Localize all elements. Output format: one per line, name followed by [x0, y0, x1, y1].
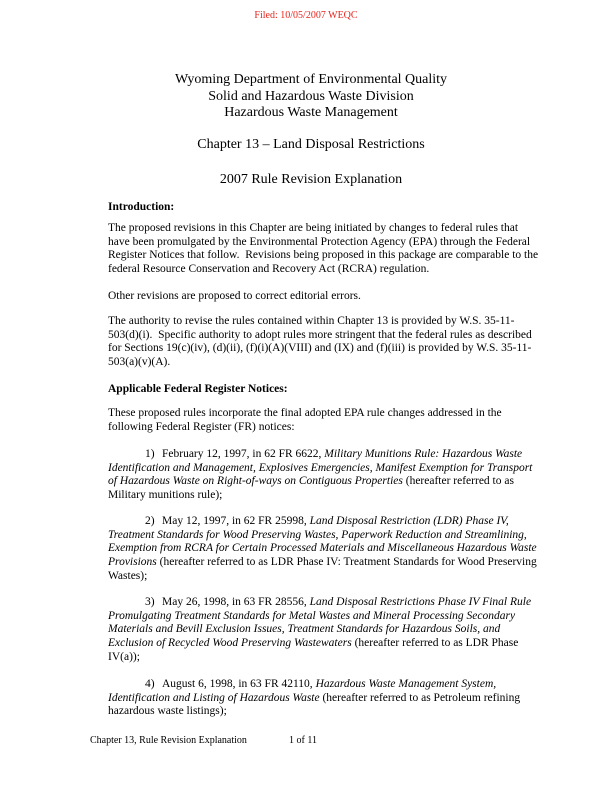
- notice-text: IV(a));: [108, 650, 140, 663]
- federal-register-notice-1: [108, 448, 532, 503]
- text-line: The proposed revisions in this Chapter are being initiated by changes to federal rules that: [108, 222, 519, 234]
- text-line: [108, 515, 537, 529]
- text-line: [108, 596, 531, 610]
- introduction-heading: Introduction:: [108, 201, 175, 213]
- notice-title-text: Identification and Management, Explosives Emergencies, Manifest Exemption for Transport: [108, 461, 533, 474]
- text-line: [108, 448, 532, 462]
- introduction-paragraph-editorial: [108, 290, 361, 304]
- text-line: [108, 570, 537, 584]
- notices-heading: Applicable Federal Register Notices:: [108, 383, 288, 395]
- text-line: [108, 529, 537, 543]
- division-name: Solid and Hazardous Waste Division: [208, 88, 414, 104]
- notice-title-text: Exemption from RCRA for Certain Processed Materials and Miscellaneous Hazardous Waste: [108, 542, 537, 555]
- text-line: [108, 705, 520, 719]
- text-line: [108, 610, 531, 624]
- chapter-title: Chapter 13 – Land Disposal Restrictions: [197, 137, 425, 152]
- notice-text: Military munitions rule);: [108, 489, 223, 502]
- text-line: These proposed rules incorporate the final adopted EPA rule changes addressed in the: [108, 407, 502, 419]
- notice-text: (hereafter referred to as LDR Phase IV: Treatment Standards for Wood Preserving: [156, 556, 537, 569]
- notice-title-text: Hazardous Waste Management System,: [315, 678, 497, 690]
- item-number: 3): [145, 596, 155, 608]
- footer-document-title: Chapter 13, Rule Revision Explanation: [90, 735, 247, 746]
- item-number: 1): [145, 448, 155, 460]
- introduction-paragraph-authority: [108, 315, 532, 370]
- text-line: Other revisions are proposed to correct editorial errors.: [108, 290, 361, 302]
- text-line: have been promulgated by the Environmental Protection Agency (EPA) through the Federal: [108, 235, 531, 248]
- text-line: [108, 637, 531, 651]
- notice-text: February 12, 1997, in 62 FR 6622,: [162, 448, 325, 460]
- notice-title-text: Military Munitions Rule: Hazardous Waste: [324, 448, 523, 460]
- notice-text: (hereafter referred to as Petroleum refining: [319, 691, 521, 704]
- text-line: following Federal Register (FR) notices:: [108, 420, 295, 433]
- notice-text: May 26, 1998, in 63 FR 28556,: [162, 596, 310, 608]
- federal-register-notice-4: [108, 678, 520, 719]
- notice-text: May 12, 1997, in 62 FR 25998,: [162, 515, 310, 527]
- item-number: 2): [145, 515, 155, 527]
- notices-intro-paragraph: [108, 407, 502, 434]
- text-line: Register Notices that follow. Revisions being proposed in this package are comparable to the: [108, 249, 539, 262]
- text-line: 503(d)(i). Specific authority to adopt rules more stringent that the federal rules as described: [108, 328, 532, 341]
- text-line: [108, 462, 532, 476]
- notice-title-text: Land Disposal Restrictions Phase IV Final Rule: [309, 596, 532, 608]
- title-block: [108, 72, 514, 122]
- federal-register-notice-3: [108, 596, 531, 665]
- notice-title-text: Land Disposal Restriction (LDR) Phase IV,: [309, 515, 509, 527]
- notice-title-text: of Hazardous Waste on Right-of-ways on Contiguous Properties: [108, 475, 403, 488]
- text-line: 503(a)(v)(A).: [108, 356, 171, 369]
- text-line: [108, 489, 532, 503]
- filed-stamp: Filed: 10/05/2007 WEQC: [254, 10, 358, 21]
- program-name: Hazardous Waste Management: [224, 105, 398, 120]
- notice-title-text: Materials and Bevill Exclusion Issues, Treatment Standards for Hazardous Soils, and: [108, 623, 501, 636]
- text-line: for Sections 19(c)(iv), (d)(ii), (f)(i)(A)(VIII) and (IX) and (f)(iii) is provided by W.S. 35-11-: [108, 342, 532, 355]
- agency-name: Wyoming Department of Environmental Quality: [174, 72, 448, 87]
- notice-title-text: Provisions: [108, 556, 157, 569]
- item-number: 4): [145, 678, 155, 690]
- federal-register-notice-2: [108, 515, 537, 584]
- text-line: [108, 678, 520, 692]
- notice-title-text: Exclusion of Recycled Wood Preserving Wastewaters: [108, 637, 352, 650]
- text-line: [108, 556, 537, 570]
- text-line: [108, 692, 520, 706]
- notice-text: (hereafter referred to as LDR Phase: [351, 637, 519, 650]
- text-line: [108, 475, 532, 489]
- notice-title-text: Treatment Standards for Wood Preserving Wastes, Paperwork Reduction and Streamlining,: [108, 528, 527, 541]
- notice-text: hazardous waste listings);: [108, 705, 227, 718]
- notice-title-text: Promulgating Treatment Standards for Metal Wastes and Mineral Processing Secondary: [108, 609, 516, 622]
- notice-text: Wastes);: [108, 569, 148, 582]
- notice-text: August 6, 1998, in 63 FR 42110,: [162, 678, 316, 690]
- introduction-paragraph-purpose: [108, 222, 538, 277]
- text-line: [108, 651, 531, 665]
- notice-title-text: Identification and Listing of Hazardous Waste: [108, 691, 320, 704]
- notice-text: (hereafter referred to as: [402, 475, 514, 488]
- text-line: The authority to revise the rules contained within Chapter 13 is provided by W.S. 35-11-: [108, 315, 515, 327]
- document-subtitle: 2007 Rule Revision Explanation: [219, 172, 403, 187]
- text-line: [108, 623, 531, 637]
- page-number: 1 of 11: [289, 735, 317, 746]
- text-line: [108, 542, 537, 556]
- text-line: federal Resource Conservation and Recovery Act (RCRA) regulation.: [108, 263, 430, 276]
